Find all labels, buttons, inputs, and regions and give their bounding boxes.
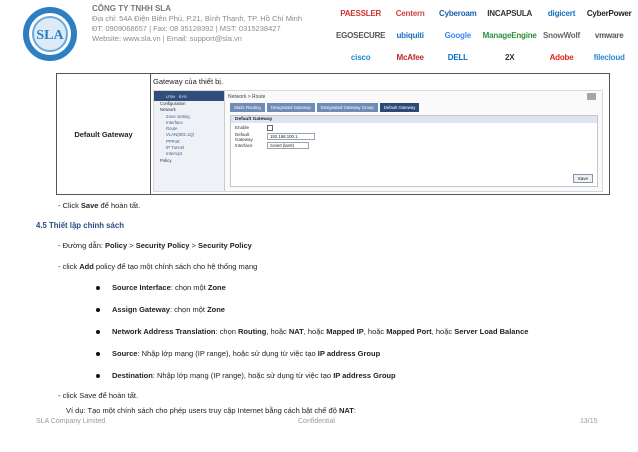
nav-item[interactable]: Policy bbox=[160, 157, 172, 163]
partner-logo: Adobe bbox=[549, 52, 574, 62]
b2-bold: Assign Gateway bbox=[112, 305, 170, 314]
b3-b: Routing bbox=[238, 327, 267, 336]
bullet-dot bbox=[96, 286, 100, 290]
nav-item[interactable]: Interrupt bbox=[166, 151, 183, 157]
gateway-field-label: Default Gateway bbox=[235, 131, 253, 142]
add-line bbox=[58, 262, 257, 271]
partner-logos bbox=[336, 2, 632, 68]
partner-logo: CyberPower bbox=[586, 8, 632, 18]
enable-checkbox[interactable] bbox=[267, 125, 273, 131]
partner-logo: cisco bbox=[350, 52, 371, 62]
partner-logo: PAESSLER bbox=[340, 8, 382, 18]
section-title: 4.5 Thiết lập chính sách bbox=[36, 221, 124, 230]
partner-logo: filecloud bbox=[593, 52, 625, 62]
b3-f: Mapped IP bbox=[326, 327, 364, 336]
b1-b: Zone bbox=[207, 283, 226, 292]
bullet-nat bbox=[96, 327, 528, 336]
screenshot-tab[interactable]: Default Gateway bbox=[380, 103, 420, 112]
b1-a: : chọn một bbox=[170, 283, 208, 292]
partner-logo: ManageEngine bbox=[482, 30, 537, 40]
company-info bbox=[92, 4, 302, 44]
partner-logo: EGOSECURE bbox=[336, 30, 386, 40]
step-save-1-bold: Save bbox=[80, 201, 99, 210]
step-save-1 bbox=[58, 201, 140, 210]
bullet-source-interface bbox=[96, 283, 226, 292]
nav-tab[interactable]: UTM bbox=[166, 93, 175, 99]
enable-row bbox=[231, 123, 597, 132]
nav-item[interactable]: Configuration bbox=[160, 101, 186, 106]
path-2: Security Policy bbox=[135, 241, 190, 250]
screenshot-breadcrumb: Network > Route bbox=[228, 94, 266, 100]
nav-item[interactable]: PPPoE bbox=[166, 138, 180, 144]
default-gateway-form bbox=[230, 115, 598, 187]
nav-item[interactable]: Zone setting bbox=[166, 113, 190, 119]
partner-logo: McAfee bbox=[396, 52, 424, 62]
partner-logo: DELL bbox=[447, 52, 468, 62]
bullet-destination bbox=[96, 371, 396, 380]
interface-label: Interface bbox=[235, 143, 253, 148]
gateway-label: Default Gateway bbox=[57, 74, 151, 195]
partner-logo: SnowWolf bbox=[543, 30, 580, 40]
b5-bold: Destination bbox=[112, 371, 153, 380]
partner-logo: Google bbox=[444, 30, 471, 40]
bullet-source bbox=[96, 349, 380, 358]
form-title: Default Gateway bbox=[231, 116, 597, 123]
partner-logo: Centern bbox=[395, 8, 425, 18]
partner-logo: vmware bbox=[594, 30, 624, 40]
b4-bold: Source bbox=[112, 349, 138, 358]
example-bold: NAT bbox=[338, 406, 354, 415]
screenshot-nav-tabs bbox=[154, 91, 224, 101]
step-save-2: - click Save để hoàn tất. bbox=[58, 391, 139, 400]
partner-logo: digicert bbox=[547, 8, 576, 18]
partner-logo: Cyberoam bbox=[439, 8, 477, 18]
company-address: Địa chỉ: 54A Điện Biên Phủ, P.21, Bình Thạnh, TP. Hồ Chí Minh bbox=[92, 14, 302, 23]
example-pre: Ví dụ: Tạo một chính sách cho phép users truy cập Internet bằng cách bật chế độ bbox=[66, 406, 339, 415]
print-icon[interactable] bbox=[587, 93, 596, 100]
b3-g: , hoặc bbox=[363, 327, 387, 336]
nav-item[interactable]: IP Tunnel bbox=[166, 145, 185, 151]
footer-company: SLA Company Limited bbox=[36, 418, 106, 425]
b3-j: Server Load Balance bbox=[454, 327, 529, 336]
screenshot-tab[interactable]: Static Routing bbox=[230, 103, 265, 112]
b2-a: : chọn một bbox=[169, 305, 208, 314]
nav-tab[interactable]: SYS bbox=[178, 93, 187, 99]
path-3: Security Policy bbox=[198, 241, 252, 250]
logo-text: SLA bbox=[36, 28, 64, 43]
sla-logo bbox=[22, 6, 78, 62]
interface-row bbox=[231, 141, 597, 150]
gateway-cell bbox=[151, 74, 610, 195]
path-line bbox=[58, 241, 252, 250]
b3-bold: Network Address Translation bbox=[112, 327, 216, 336]
b4-b: IP address Group bbox=[317, 349, 381, 358]
partner-logo: INCAPSULA bbox=[487, 8, 533, 18]
screenshot-nav-items bbox=[154, 101, 224, 164]
nav-item[interactable]: Route bbox=[166, 126, 178, 132]
b3-e: , hoặc bbox=[303, 327, 327, 336]
add-bold: Add bbox=[79, 262, 94, 271]
screenshot-tabs bbox=[230, 103, 419, 112]
b4-a: : Nhập lớp mạng (IP range), hoặc sử dụng từ việc tạo bbox=[137, 349, 318, 358]
path-sep-2: > bbox=[189, 241, 199, 250]
b3-d: NAT bbox=[288, 327, 304, 336]
example-post: : bbox=[353, 406, 356, 415]
screenshot-tab[interactable]: Designated Gateway Group bbox=[317, 103, 378, 112]
footer-confidential: Confidential bbox=[298, 418, 335, 425]
b5-b: IP address Group bbox=[333, 371, 396, 380]
partner-logo: ubiquiti bbox=[396, 30, 424, 40]
screenshot-nav bbox=[154, 91, 225, 191]
page-header bbox=[0, 0, 638, 72]
company-web: Website: www.sla.vn | Email: support@sla.vn bbox=[92, 34, 242, 43]
gateway-input[interactable]: 192.168.100.1 bbox=[267, 133, 315, 140]
b3-i: , hoặc bbox=[431, 327, 455, 336]
screenshot-save-button[interactable]: Save bbox=[573, 174, 593, 183]
gateway-description: Gateway của thiết bị. bbox=[153, 77, 224, 86]
nav-item[interactable]: Interface bbox=[166, 119, 183, 125]
gateway-row bbox=[231, 132, 597, 141]
b5-a: : Nhập lớp mạng (IP range), hoặc sử dụng từ việc tạo bbox=[152, 371, 334, 380]
nav-item[interactable]: Network bbox=[160, 107, 176, 113]
b3-a: : chọn bbox=[215, 327, 239, 336]
path-prefix: - Đường dẫn: bbox=[58, 241, 106, 250]
bullet-dot bbox=[96, 352, 100, 356]
step-save-1-pre: - Click bbox=[58, 201, 81, 210]
b3-c: , hoặc bbox=[266, 327, 289, 336]
add-post: policy để tạo một chính sách cho hệ thống mạng bbox=[93, 262, 258, 271]
screenshot-tab[interactable]: Designated Gateway bbox=[267, 103, 315, 112]
bullet-dot bbox=[96, 374, 100, 378]
bullet-dot bbox=[96, 330, 100, 334]
interface-select[interactable]: zone0 (lan0) bbox=[267, 142, 309, 149]
enable-label: Enable bbox=[235, 125, 250, 130]
footer-page-number: 13/15 bbox=[580, 418, 598, 425]
partner-logo: 2X bbox=[504, 52, 515, 62]
b1-bold: Source Interface bbox=[112, 283, 171, 292]
nav-item[interactable]: VLAN(802.1Q) bbox=[166, 132, 195, 138]
bullet-dot bbox=[96, 308, 100, 312]
company-name: CÔNG TY TNHH SLA bbox=[92, 4, 171, 13]
bullet-assign-gateway bbox=[96, 305, 225, 314]
step-save-1-post: để hoàn tất. bbox=[98, 201, 141, 210]
gateway-table bbox=[56, 73, 610, 195]
b3-h: Mapped Port bbox=[386, 327, 432, 336]
company-phone: ĐT: 0909068657 | Fax: 08 35128392 | MST: 0315238427 bbox=[92, 24, 281, 33]
b2-b: Zone bbox=[207, 305, 225, 314]
path-1: Policy bbox=[105, 241, 128, 250]
example-line bbox=[66, 406, 356, 415]
gateway-screenshot bbox=[153, 90, 603, 192]
path-sep-1: > bbox=[127, 241, 136, 250]
add-pre: - click bbox=[58, 262, 80, 271]
